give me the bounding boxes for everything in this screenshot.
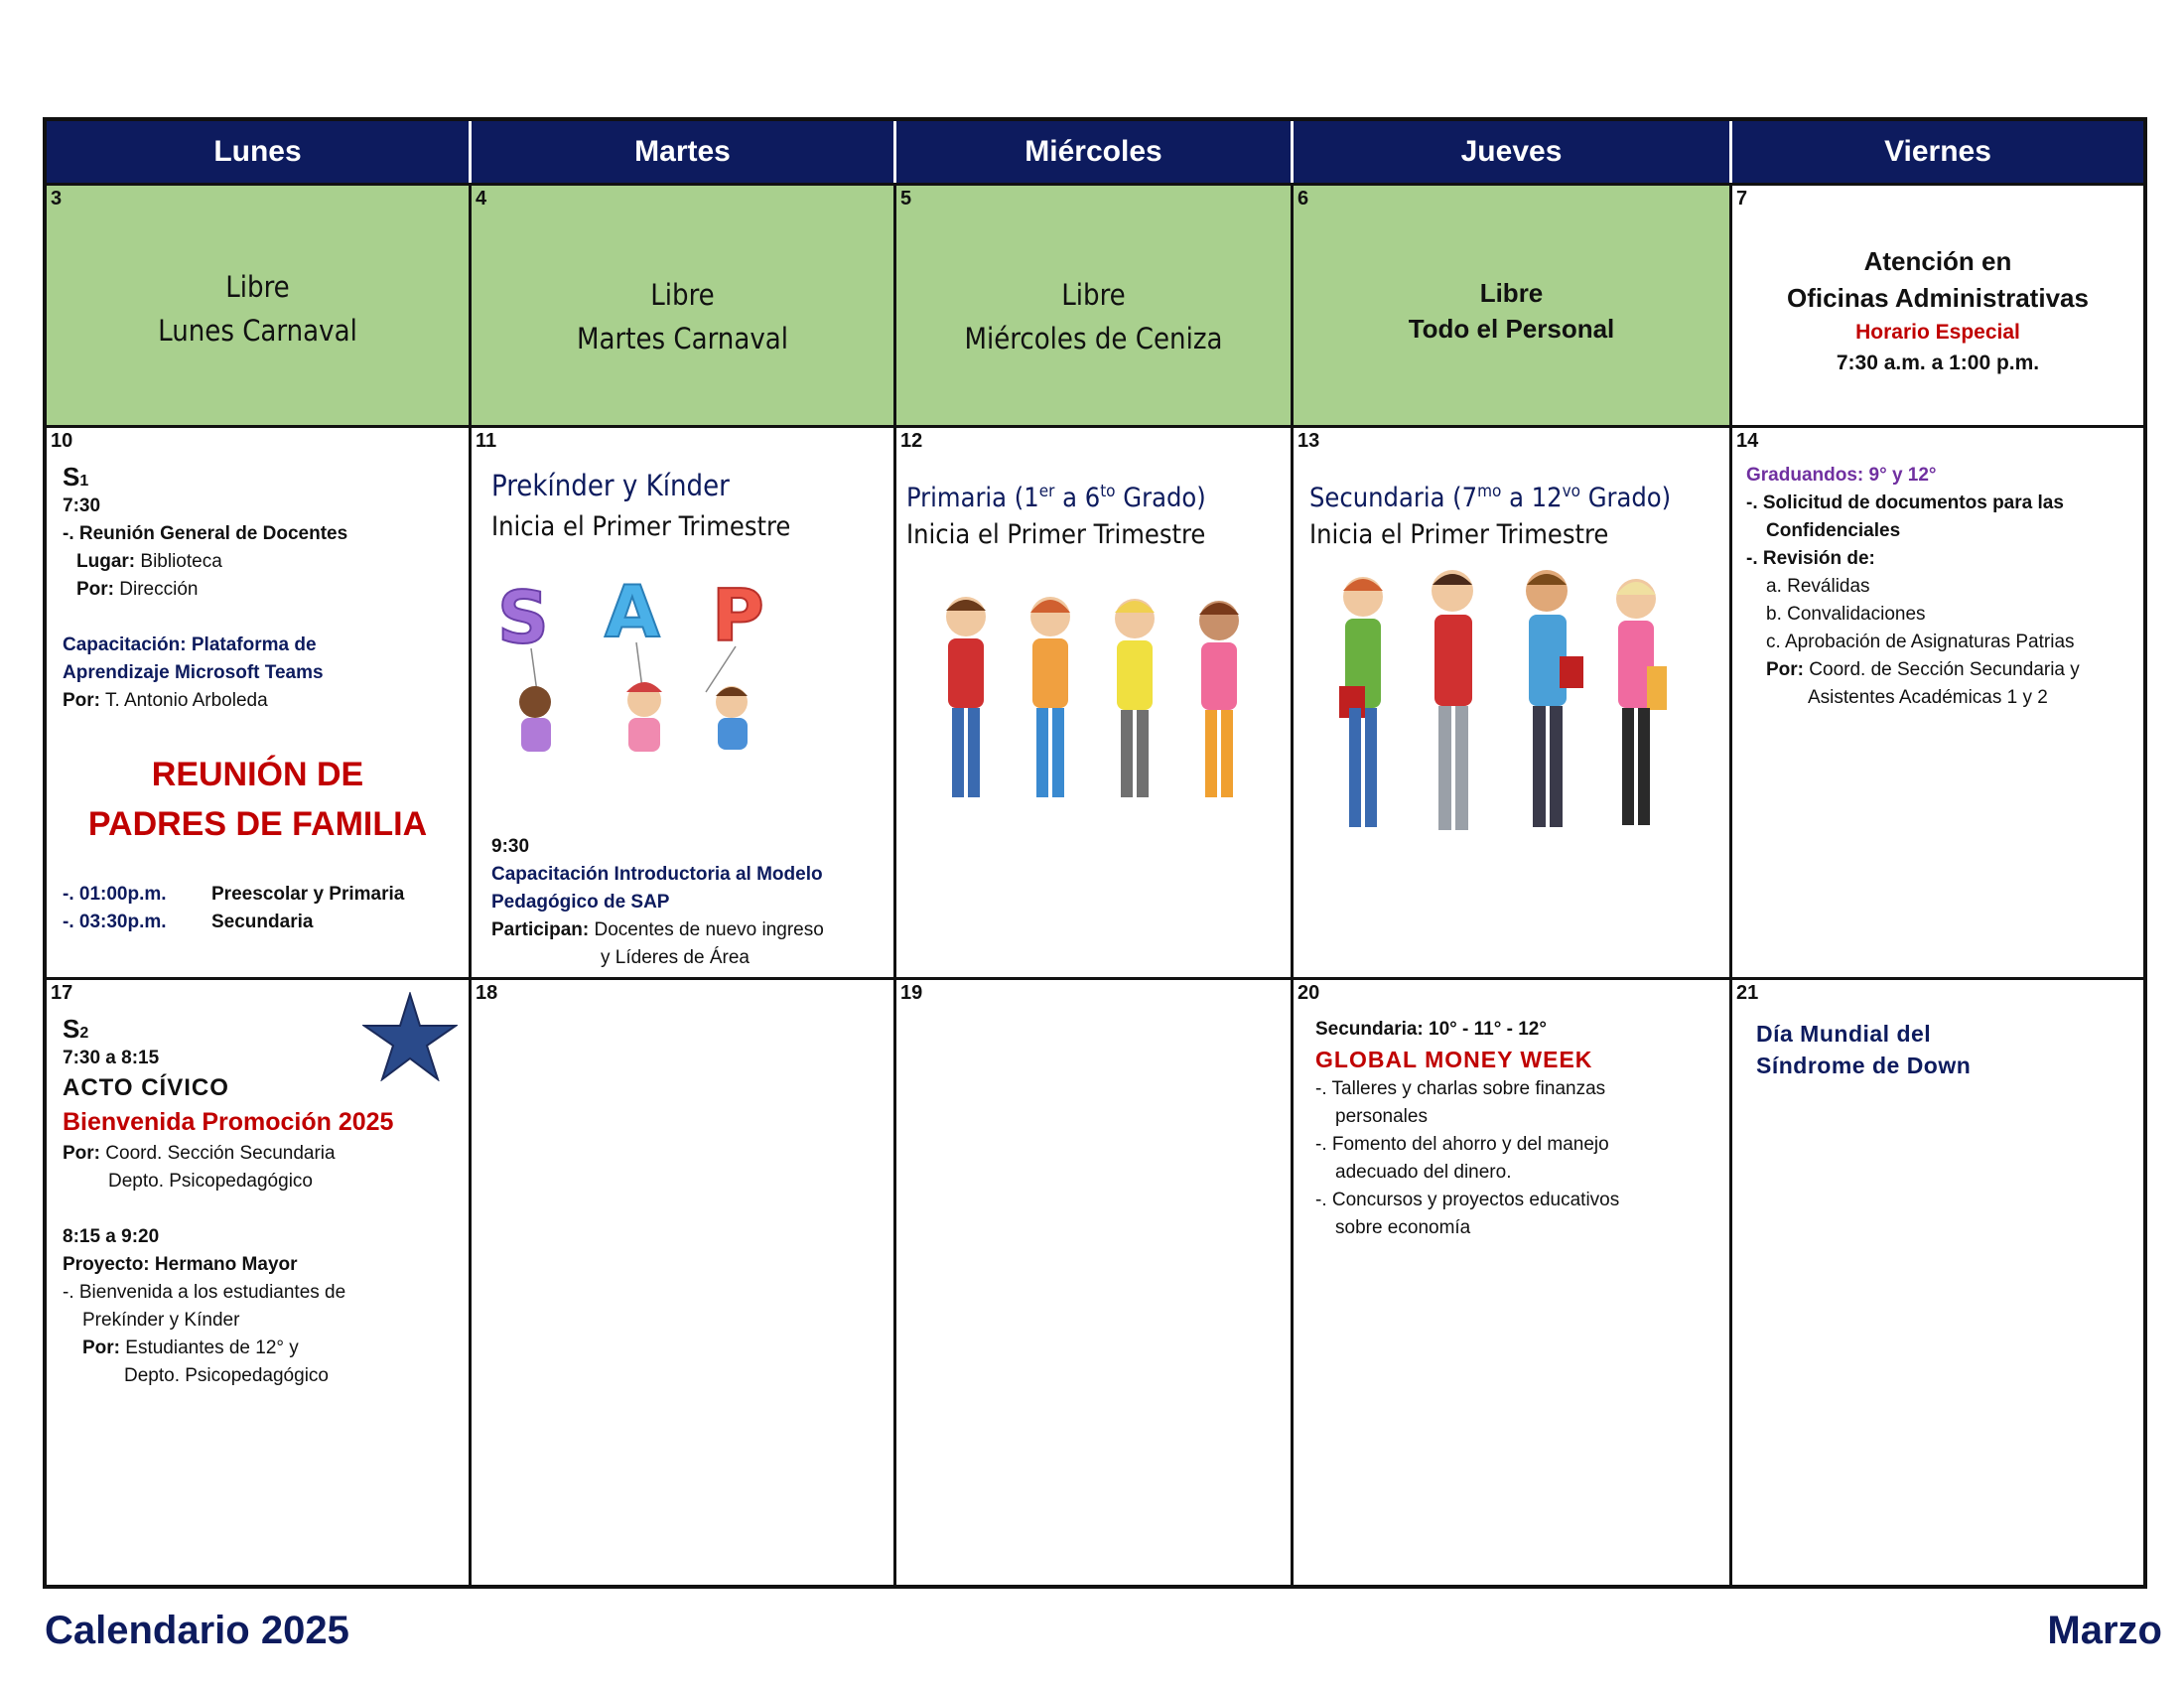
- parents-meeting-title-2: PADRES DE FAMILIA: [87, 805, 428, 843]
- participants-label: Participan:: [491, 919, 590, 940]
- por-value: T. Antonio Arboleda: [104, 690, 268, 711]
- week-badge: S2: [63, 1014, 89, 1044]
- day-cell-3: [47, 183, 472, 425]
- activity-item-cont: sobre economía: [1335, 1217, 1471, 1238]
- day-cell-10: [47, 425, 472, 977]
- calendar-year-title: Calendario 2025: [45, 1609, 349, 1652]
- civic-act-title: ACTO CÍVICO: [63, 1074, 229, 1101]
- slot-time: -. 01:00p.m.: [63, 884, 167, 905]
- graduates-label: Graduandos: 9° y 12°: [1746, 465, 1937, 486]
- header-lunes: Lunes: [47, 121, 472, 183]
- welcome-promotion: Bienvenida Promoción 2025: [63, 1108, 394, 1136]
- holiday-label: Libre: [1479, 278, 1544, 308]
- day-number: 3: [51, 188, 63, 210]
- sap-kids-illustration: [487, 573, 805, 772]
- training-title: Capacitación: Plataforma de: [63, 634, 317, 655]
- holiday-label: Libre: [225, 270, 290, 304]
- kid-3: [1115, 599, 1155, 797]
- grades-label: Secundaria: 10° - 11° - 12°: [1315, 1019, 1547, 1040]
- header-viernes: Viernes: [1732, 121, 2143, 183]
- por-label: Por:: [63, 1143, 100, 1164]
- day-cell-12: [896, 425, 1294, 977]
- activity-item: -. Concursos y proyectos educativos: [1315, 1190, 1620, 1210]
- participants-value-2: y Líderes de Área: [601, 947, 750, 968]
- primary-kids-illustration: [926, 587, 1264, 825]
- month-title: Marzo: [2047, 1609, 2162, 1652]
- por-label: Por:: [63, 690, 100, 711]
- kid-4: [1199, 601, 1239, 797]
- level-subtitle: Inicia el Primer Trimestre: [906, 519, 1206, 550]
- holiday-name: Miércoles de Ceniza: [964, 322, 1223, 355]
- training-title: Capacitación Introductoria al Modelo: [491, 864, 823, 885]
- holiday-name: Lunes Carnaval: [158, 314, 357, 348]
- por-value-2: Asistentes Académicas 1 y 2: [1808, 687, 2048, 708]
- kid-2: [1030, 597, 1070, 797]
- day-cell-19: [896, 977, 1294, 1585]
- special-schedule: Horario Especial: [1855, 321, 2020, 344]
- por-value: Dirección: [119, 579, 199, 600]
- day-number: 12: [900, 430, 923, 452]
- office-hours: 7:30 a.m. a 1:00 p.m.: [1836, 352, 2040, 374]
- day-number: 7: [1736, 188, 1748, 210]
- level-title: Prekínder y Kínder: [491, 469, 730, 502]
- logo-letter-s: S: [497, 576, 549, 659]
- day-cell-18: [472, 977, 896, 1585]
- activity-item-cont: personales: [1335, 1106, 1428, 1127]
- observance-title-2: Síndrome de Down: [1756, 1053, 1972, 1078]
- project-title: Proyecto: Hermano Mayor: [63, 1254, 298, 1275]
- slot-time: -. 03:30p.m.: [63, 912, 167, 932]
- por-value-2: Depto. Psicopedagógico: [108, 1171, 313, 1192]
- por-value: Coord. de Sección Secundaria y: [1809, 659, 2080, 680]
- level-subtitle: Inicia el Primer Trimestre: [1309, 519, 1609, 550]
- activity-item: -. Fomento del ahorro y del manejo: [1315, 1134, 1609, 1155]
- secondary-students-illustration: [1313, 567, 1691, 855]
- day-number: 21: [1736, 982, 1759, 1004]
- student-2: [1432, 570, 1473, 830]
- day-number: 10: [51, 430, 73, 452]
- review-item: b. Convalidaciones: [1766, 604, 1926, 625]
- project-item-cont: Prekínder y Kínder: [82, 1310, 240, 1331]
- task-item-cont: Confidenciales: [1766, 520, 1901, 541]
- parents-meeting-title: REUNIÓN DE: [151, 756, 364, 793]
- week-badge: S1: [63, 462, 89, 492]
- participants-value: Docentes de nuevo ingreso: [594, 919, 824, 940]
- por-label: Por:: [1766, 659, 1804, 680]
- level-title: Secundaria ($7^{mo}$ a $12^{vo}$ Grado): [1309, 482, 1672, 513]
- por-label: Por:: [82, 1337, 120, 1358]
- day-cell-17: [47, 977, 472, 1585]
- student-3: [1526, 570, 1583, 827]
- day-number: 6: [1297, 188, 1309, 210]
- project-item: -. Bienvenida a los estudiantes de: [63, 1282, 346, 1303]
- day-number: 20: [1297, 982, 1320, 1004]
- global-money-week-title: GLOBAL MONEY WEEK: [1315, 1047, 1593, 1072]
- event-time: 8:15 a 9:20: [63, 1226, 160, 1247]
- day-number: 14: [1736, 430, 1759, 452]
- day-cell-11: [472, 425, 896, 977]
- por-label: Por:: [76, 579, 114, 600]
- lugar-value: Biblioteca: [140, 551, 222, 572]
- calendar-grid: [43, 117, 2147, 1589]
- slot-group: Secundaria: [211, 912, 314, 932]
- header-jueves: Jueves: [1294, 121, 1732, 183]
- day-number: 19: [900, 982, 923, 1004]
- level-title: Primaria (1er a $6^{to}$ Grado): [906, 482, 1206, 513]
- day-cell-21: [1732, 977, 2143, 1585]
- task-item: -. Solicitud de documentos para las: [1746, 492, 2064, 513]
- header-miercoles: Miércoles: [896, 121, 1294, 183]
- day-cell-5: [896, 183, 1294, 425]
- day-cell-20: [1294, 977, 1732, 1585]
- header-martes: Martes: [472, 121, 896, 183]
- day-cell-7: [1732, 183, 2143, 425]
- por-value: Coord. Sección Secundaria: [105, 1143, 336, 1164]
- event-title: -. Reunión General de Docentes: [63, 523, 348, 544]
- training-title-2: Pedagógico de SAP: [491, 892, 670, 913]
- office-line2: Oficinas Administrativas: [1787, 283, 2089, 313]
- lugar-label: Lugar:: [76, 551, 136, 572]
- day-number: 4: [476, 188, 487, 210]
- observance-title: Día Mundial del: [1756, 1021, 1932, 1047]
- level-subtitle: Inicia el Primer Trimestre: [491, 511, 791, 542]
- holiday-name: Martes Carnaval: [577, 322, 788, 355]
- event-time: 7:30 a 8:15: [63, 1048, 160, 1068]
- review-item: c. Aprobación de Asignaturas Patrias: [1766, 632, 2075, 652]
- por-value: Estudiantes de 12° y: [125, 1337, 299, 1358]
- day-number: 11: [476, 430, 497, 452]
- day-cell-13: [1294, 425, 1732, 977]
- day-number: 17: [51, 982, 73, 1004]
- day-cell-14: [1732, 425, 2143, 977]
- student-1: [1339, 577, 1383, 827]
- day-number: 13: [1297, 430, 1320, 452]
- holiday-label: Libre: [650, 278, 715, 312]
- event-time: 9:30: [491, 836, 530, 857]
- day-cell-6: [1294, 183, 1732, 425]
- por-value-2: Depto. Psicopedagógico: [124, 1365, 329, 1386]
- holiday-name: Todo el Personal: [1408, 314, 1615, 344]
- office-line1: Atención en: [1863, 246, 2012, 276]
- day-number: 18: [476, 982, 498, 1004]
- kid-1: [946, 597, 986, 797]
- review-item: a. Reválidas: [1766, 576, 1870, 597]
- slot-group: Preescolar y Primaria: [211, 884, 405, 905]
- training-title-2: Aprendizaje Microsoft Teams: [63, 662, 324, 683]
- task-item: -. Revisión de:: [1746, 548, 1875, 569]
- holiday-label: Libre: [1061, 278, 1126, 312]
- student-4: [1616, 579, 1667, 825]
- logo-letter-p: P: [712, 574, 764, 657]
- event-time: 7:30: [63, 495, 101, 516]
- day-number: 5: [900, 188, 912, 210]
- logo-letter-a: A: [605, 573, 660, 653]
- day-cell-4: [472, 183, 896, 425]
- activity-item-cont: adecuado del dinero.: [1335, 1162, 1512, 1183]
- activity-item: -. Talleres y charlas sobre finanzas: [1315, 1078, 1606, 1099]
